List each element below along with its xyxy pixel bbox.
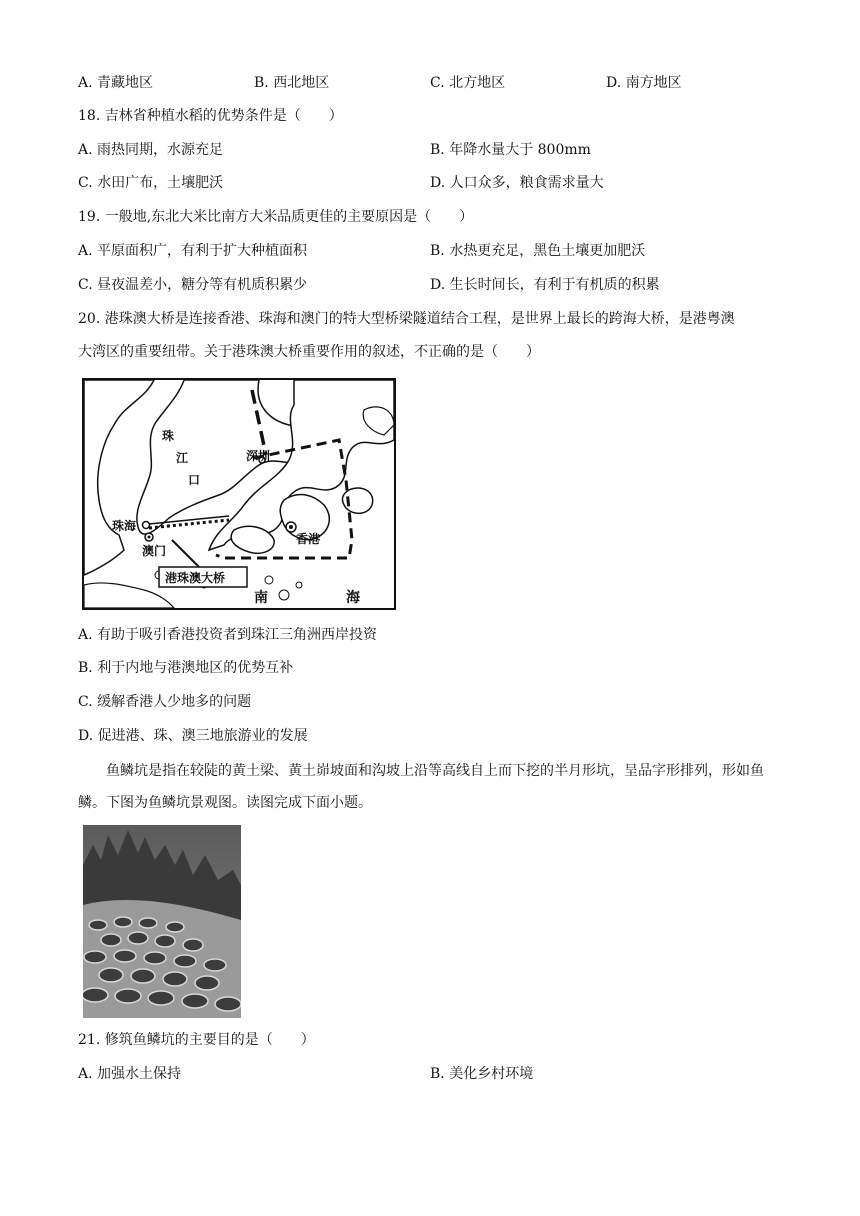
- label-nan: 南: [254, 590, 268, 606]
- q17-option-b: B. 西北地区: [254, 75, 330, 91]
- q20-option-a: A. 有助于吸引香港投资者到珠江三角洲西岸投资: [78, 627, 378, 643]
- map-drawing: [84, 380, 394, 608]
- q18-stem: 18. 吉林省种植水稻的优势条件是（ ）: [78, 108, 343, 124]
- q18-option-a: A. 雨热同期，水源充足: [78, 142, 224, 158]
- islet-3: [296, 582, 302, 588]
- q18-option-b: B. 年降水量大于 800mm: [430, 142, 591, 158]
- q20-option-b: B. 利于内地与港澳地区的优势互补: [78, 660, 294, 676]
- islet-2: [279, 590, 289, 600]
- label-zhuhai: 珠海: [112, 519, 137, 533]
- passage: [78, 755, 778, 819]
- label-jiang: 江: [176, 451, 189, 465]
- zhuhai-marker: [143, 522, 150, 529]
- q20-stem-line2: 大湾区的重要纽带。关于港珠澳大桥重要作用的叙述，不正确的是（ ）: [78, 344, 540, 360]
- q21-option-a: A. 加强水土保持: [78, 1066, 182, 1082]
- q19-option-a: A. 平原面积广，有利于扩大种植面积: [78, 243, 308, 259]
- islet-1: [265, 576, 273, 584]
- q20-option-d: D. 促进港、珠、澳三地旅游业的发展: [78, 728, 308, 744]
- q18-option-d: D. 人口众多，粮食需求量大: [430, 175, 604, 191]
- passage-text: 鱼鳞坑是指在较陡的黄土梁、黄土峁坡面和沟坡上沿等高线自上而下挖的半月形坑，呈品字形排列，形如鱼鳞。下图为鱼鳞坑景观图。读图完成下面小题。: [78, 763, 764, 811]
- q18-option-c: C. 水田广布，土壤肥沃: [78, 175, 224, 191]
- q19-option-d: D. 生长时间长，有利于有机质的积累: [430, 277, 660, 293]
- q19-option-c: C. 昼夜温差小，糖分等有机质积累少: [78, 277, 308, 293]
- q17-option-c: C. 北方地区: [430, 75, 506, 91]
- label-hai: 海: [346, 590, 360, 606]
- photo-drawing: [83, 825, 241, 1018]
- aomen-marker-dot: [148, 536, 151, 539]
- q20-option-c: C. 缓解香港人少地多的问题: [78, 694, 252, 710]
- label-zhu: 珠: [162, 429, 175, 443]
- q17-option-a: A. 青藏地区: [78, 75, 154, 91]
- label-aomen: 澳门: [142, 544, 167, 558]
- q21-option-b: B. 美化乡村环境: [430, 1066, 534, 1082]
- q19-option-b: B. 水热更充足，黑色土壤更加肥沃: [430, 243, 646, 259]
- label-shenzhen: 深圳: [246, 449, 271, 463]
- label-xianggang: 香港: [296, 532, 321, 546]
- bridge-label-leader: [172, 540, 202, 570]
- hzmb-map: [82, 378, 396, 610]
- q17-option-d: D. 南方地区: [606, 75, 682, 91]
- q19-stem: 19. 一般地,东北大米比南方大米品质更佳的主要原因是（ ）: [78, 209, 474, 225]
- q20-stem-line1: 20. 港珠澳大桥是连接香港、珠海和澳门的特大型桥梁隧道结合工程，是世界上最长的跨海大桥，是港粤澳: [78, 311, 735, 327]
- label-kou: 口: [188, 473, 201, 487]
- q21-stem: 21. 修筑鱼鳞坑的主要目的是（ ）: [78, 1032, 315, 1048]
- fish-scale-pit-photo: [83, 825, 241, 1018]
- hk-marker-dot: [289, 525, 293, 529]
- label-bridge: 港珠澳大桥: [165, 571, 226, 585]
